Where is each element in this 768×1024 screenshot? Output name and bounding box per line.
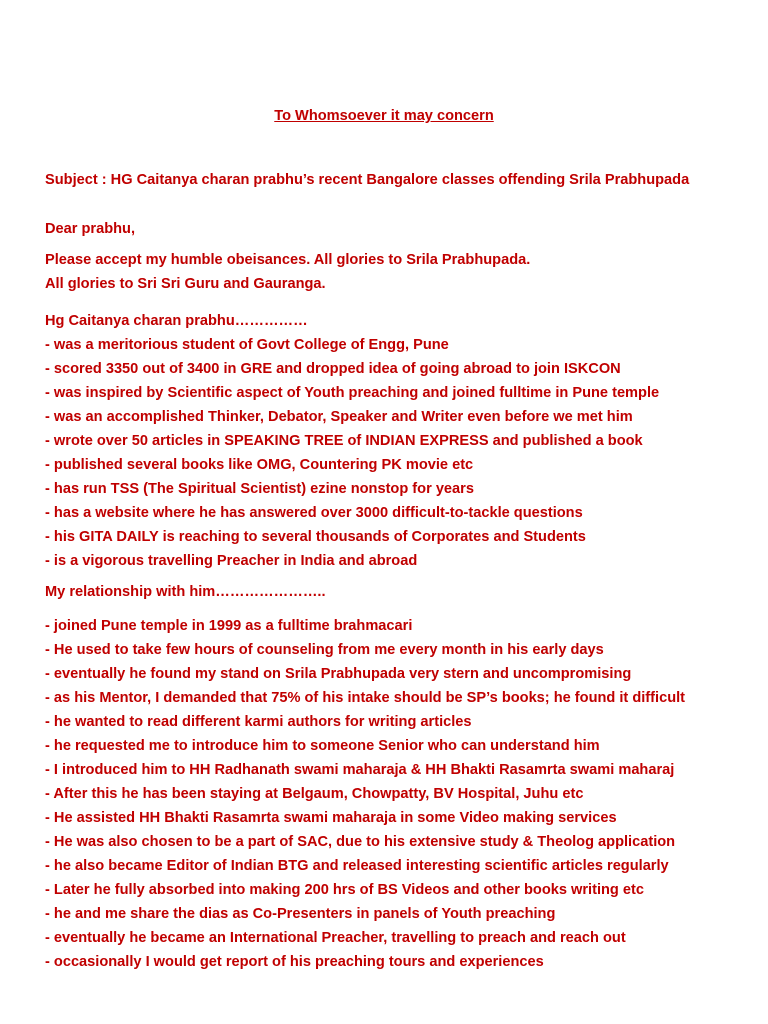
list-item: - wrote over 50 articles in SPEAKING TREE of INDIAN EXPRESS and published a book [45, 433, 643, 449]
list-item: - eventually he found my stand on Srila Prabhupada very stern and uncompromising [45, 666, 632, 682]
list-item: - published several books like OMG, Countering PK movie etc [45, 457, 474, 473]
list-item: - I introduced him to HH Radhanath swami maharaja & HH Bhakti Rasamrta swami maharaj [45, 762, 675, 778]
list-item: - was inspired by Scientific aspect of Youth preaching and joined fulltime in Pune temple [45, 385, 660, 401]
list-item: - Later he fully absorbed into making 200 hrs of BS Videos and other books writing etc [45, 882, 644, 898]
list-item: - his GITA DAILY is reaching to several thousands of Corporates and Students [45, 529, 586, 545]
list-item: - has a website where he has answered over 3000 difficult-to-tackle questions [45, 505, 583, 521]
list-item: - was an accomplished Thinker, Debator, Speaker and Writer even before we met him [45, 409, 633, 425]
list-item: - He assisted HH Bhakti Rasamrta swami maharaja in some Video making services [45, 810, 617, 826]
section-heading: Hg Caitanya charan prabhu…………… [45, 313, 308, 329]
list-item: - occasionally I would get report of his preaching tours and experiences [45, 954, 544, 970]
list-item: - scored 3350 out of 3400 in GRE and dropped idea of going abroad to join ISKCON [45, 361, 621, 377]
section-heading: My relationship with him………………….. [45, 584, 326, 600]
relationship-section [45, 614, 685, 974]
list-item: - After this he has been staying at Belgaum, Chowpatty, BV Hospital, Juhu etc [45, 786, 584, 802]
list-item: - was a meritorious student of Govt College of Engg, Pune [45, 337, 449, 353]
list-item: - he and me share the dias as Co-Presenters in panels of Youth preaching [45, 906, 556, 922]
letter-title: To Whomsoever it may concern [274, 108, 494, 124]
list-item: - joined Pune temple in 1999 as a fulltime brahmacari [45, 618, 413, 634]
list-item: - has run TSS (The Spiritual Scientist) ezine nonstop for years [45, 481, 474, 497]
list-item: - he also became Editor of Indian BTG and released interesting scientific articles regularly [45, 858, 669, 874]
salutation-line: Dear prabhu, [45, 221, 136, 237]
letter-salutation [45, 217, 135, 241]
greeting-line: All glories to Sri Sri Guru and Gauranga. [45, 276, 326, 292]
list-item: - eventually he became an International Preacher, travelling to preach and reach out [45, 930, 626, 946]
greeting-line: Please accept my humble obeisances. All glories to Srila Prabhupada. [45, 252, 531, 268]
list-item: - he wanted to read different karmi authors for writing articles [45, 714, 472, 730]
achievements-section [45, 309, 659, 573]
list-item: - He was also chosen to be a part of SAC, due to his extensive study & Theolog application [45, 834, 676, 850]
list-item: - he requested me to introduce him to someone Senior who can understand him [45, 738, 600, 754]
greeting-paragraph [45, 248, 530, 296]
list-item: - as his Mentor, I demanded that 75% of his intake should be SP’s books; he found it difficult [45, 690, 686, 706]
subject-line: Subject : HG Caitanya charan prabhu’s recent Bangalore classes offending Srila Prabhupada [45, 172, 690, 188]
letter-subject [45, 168, 689, 192]
list-item: - is a vigorous travelling Preacher in India and abroad [45, 553, 418, 569]
relationship-heading-block [45, 580, 326, 604]
list-item: - He used to take few hours of counseling from me every month in his early days [45, 642, 604, 658]
